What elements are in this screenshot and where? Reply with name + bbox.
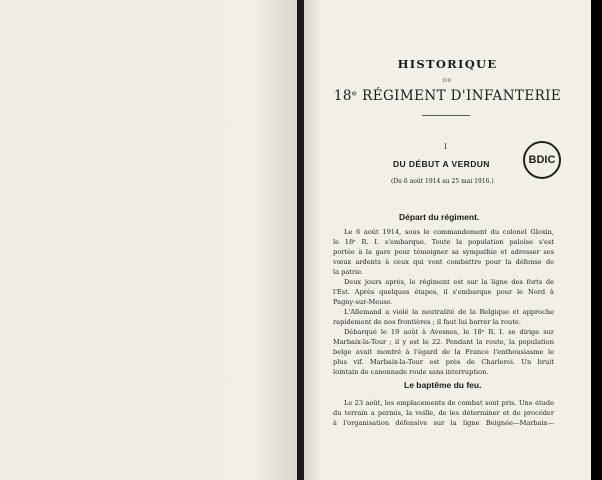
document-title: HISTORIQUE [397, 57, 498, 71]
paragraph-line: la patrie. [333, 268, 364, 276]
paragraph-line: L'Allemand a violé la neutralité de la Belgique et approche [344, 308, 554, 316]
paragraph-line: lointain de canonnade roule sans interruption. [333, 368, 489, 376]
paragraph-line: Marbaix-la-Tour ; il y est le 22. Pendant la route, la population [333, 338, 554, 346]
scan-border [591, 0, 602, 480]
paragraph-line: Le 23 août, les emplacements de combat sont pris. Une étude [344, 399, 554, 407]
paragraph-line: belge avait montré à l'égard de la France l'enthousiasme le [333, 348, 554, 356]
paragraph-line: plus vif. Marbaix-la-Tour est près de Charleroi. Un bruit [333, 358, 554, 366]
paragraph-line: Débarqué le 19 août à Avesnes, le 18ᵉ R. I. se dirige sur [344, 328, 554, 336]
paragraph-line: Deux jours après, le régiment est sur la ligne des forts de [344, 278, 554, 286]
library-stamp [523, 141, 561, 179]
paragraph-line: l'Est. Après quelques étapes, il s'embarque pour le Nord à [333, 288, 554, 296]
paragraph-line: à l'organisation défensive sur la ligne Beignée—Marbaix— [333, 419, 554, 427]
paragraph-line: vœux ardents à ceux qui vont combattre pour la défense de [333, 258, 554, 266]
regiment-title: 18ᵉ RÉGIMENT D'INFANTERIE [333, 88, 562, 104]
stamp-text: BDIC [528, 154, 556, 166]
paragraph-line: rapidement de nos frontières ; il faut lui barrer la route. [333, 318, 521, 326]
paragraph-line: le 18ᵉ R. I. s'embarque. Toute la population paloise s'est [333, 238, 554, 246]
part-dates: (Du 6 août 1914 au 25 mai 1916.) [391, 178, 494, 185]
paragraph-line: Pagny-sur-Meuse. [333, 298, 393, 306]
title-connector: DU [442, 78, 453, 84]
paragraph-line: portée à la gare pour témoigner sa sympathie et adresser ses [333, 248, 554, 256]
left-page [0, 0, 297, 480]
section-heading-bapteme: Le baptême du feu. [404, 380, 482, 390]
section-heading-depart: Départ du régiment. [399, 212, 480, 222]
book-gutter [297, 0, 304, 480]
title-rule [422, 115, 470, 116]
paragraph-line: du terrain a permis, la veille, de les déterminer et de procéder [333, 409, 554, 417]
part-title: DU DÉBUT A VERDUN [393, 159, 490, 169]
part-number: I [444, 143, 447, 151]
paragraph-line: Le 6 août 1914, sous le commandement du colonel Gloxin, [344, 228, 554, 236]
